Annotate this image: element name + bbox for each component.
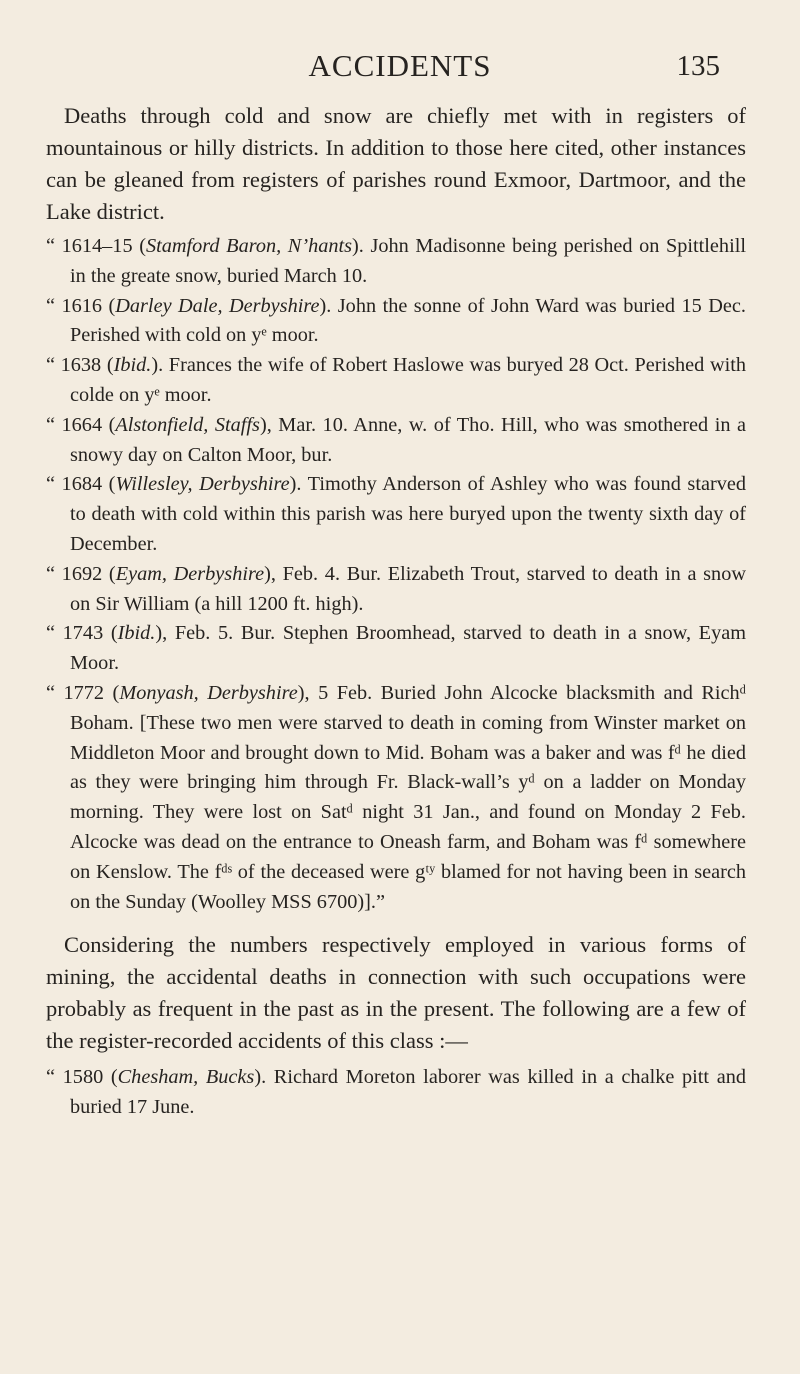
page-header (0, 48, 800, 88)
intro-paragraph: Deaths through cold and snow are chiefly met with in registers of mountainous or hilly districts. In addition to those here cited, other instances can be gleaned from registers of parishes round Exmoor, Dartmoor, and the Lake district. (46, 103, 746, 224)
entry-text: . Timothy Anderson of Ashley who was found starved to death with cold within this parish was here buryed upon the twenty sixth day of December. (70, 473, 747, 555)
register-entry: “ 1743 (Ibid.), Feb. 5. Bur. Stephen Broomhead, starved to death in a snow, Eyam Moor. (46, 622, 746, 675)
register-entry: “ 1692 (Eyam, Derbyshire), Feb. 4. Bur. Elizabeth Trout, starved to death in a snow on Sir William (a hill 1200 ft. high). (46, 562, 746, 615)
page-number: 135 (676, 50, 720, 82)
entry-text: , Feb. 5. Bur. Stephen Broomhead, starved to death in a snow, Eyam Moor. (70, 622, 746, 675)
entry-text: . John the sonne of John Ward was buried 15 Dec. Perished with cold on yᵉ moor. (70, 294, 746, 347)
entry-year: “ 1638 (46, 354, 102, 377)
entry-year: “ 1664 (46, 413, 103, 436)
entry-text: , Feb. 4. Bur. Elizabeth Trout, starved to death in a snow on Sir William (a hill 1200 ft. high). (70, 562, 746, 615)
entry-text: . John Madisonne being perished on Spittlehill in the greate snow, buried March 10. (70, 235, 746, 287)
entry-place: Ibid. (117, 622, 156, 645)
entry-place: Chesham, Bucks (117, 1066, 255, 1089)
entry-place: Eyam, Derbyshire (115, 562, 265, 585)
entry-text: . Richard Moreton laborer was killed in a chalke pitt and buried 17 June. (70, 1066, 746, 1119)
entry-year: “ 1580 (46, 1066, 104, 1089)
register-entry: “ 1684 (Willesley, Derbyshire). Timothy Anderson of Ashley who was found starved to death with cold within this parish was here buryed upon the twenty sixth day of December. (46, 473, 747, 555)
running-title: ACCIDENTS (308, 48, 492, 83)
entry-place: Willesley, Derbyshire (115, 473, 290, 496)
entry-place: Stamford Baron, N’hants (145, 235, 353, 257)
register-entry: “ 1772 (Monyash, Derbyshire), 5 Feb. Buried John Alcocke blacksmith and Richᵈ Boham. [These two men were starved to death in coming from Winster market on Middleton Moor and brought down to Mid. Boham was a baker and was fᵈ he died as they were bringing him through Fr. Black-wall’s yᵈ on a ladder on Monday morning. They were lost on Satᵈ night 31 Jan., and found on Monday 2 Feb. Alcocke was dead on the entrance to Oneash farm, and Boham was fᵈ somewhere on Kenslow. The fᵈˢ of the deceased were gᵗʸ blamed for not having been in search on the Sunday (Woolley MSS 6700)].” (46, 681, 746, 913)
entry-year: “ 1616 (46, 294, 103, 317)
register-entry: “ 1614–15 (Stamford Baron, N’hants). John Madisonne being perished on Spittlehill in the greate snow, buried March 10. (46, 235, 746, 287)
register-entry: “ 1664 (Alstonfield, Staffs), Mar. 10. Anne, w. of Tho. Hill, who was smothered in a snowy day on Calton Moor, bur. (46, 413, 747, 466)
entry-text: , 5 Feb. Buried John Alcocke blacksmith and Richᵈ Boham. [These two men were starved to death in coming from Winster market on Middleton Moor and brought down to Mid. Boham was a baker and was fᵈ he died as they were bringing him through Fr. Black-wall’s yᵈ on a ladder on Monday morning. They were lost on Satᵈ night 31 Jan., and found on Monday 2 Feb. Alcocke was dead on the entrance to Oneash farm, and Boham was fᵈ somewhere on Kenslow. The fᵈˢ of the deceased were gᵗʸ blamed for not having been in search on the Sunday (Woolley MSS 6700)].” (70, 681, 746, 913)
entry-year: “ 1772 (46, 681, 105, 704)
body-text (46, 96, 746, 1123)
entry-year: “ 1743 (46, 622, 104, 645)
entry-year: “ 1684 (46, 473, 103, 496)
entry-year: “ 1692 (46, 562, 103, 585)
entry-year: “ 1614–15 (46, 235, 133, 257)
entry-place: Darley Dale, Derbyshire (115, 294, 320, 317)
entry-place: Alstonfield, Staffs (115, 413, 260, 436)
entry-place: Monyash, Derbyshire (119, 681, 298, 704)
register-entry: “ 1638 (Ibid.). Frances the wife of Robert Haslowe was buryed 28 Oct. Perished with colde on yᵉ moor. (46, 354, 747, 406)
entry-place: Ibid. (113, 354, 152, 377)
entry-text: . Frances the wife of Robert Haslowe was buryed 28 Oct. Perished with colde on yᵉ moor. (70, 354, 747, 406)
mining-paragraph: Considering the numbers respectively employed in various forms of mining, the accidental deaths in connection with such occupations were probably as frequent in the past as in the present. The following are a few of the register-recorded accidents of this class :— (46, 932, 746, 1054)
register-entry: “ 1616 (Darley Dale, Derbyshire). John the sonne of John Ward was buried 15 Dec. Perished with cold on yᵉ moor. (46, 294, 746, 347)
register-entry: “ 1580 (Chesham, Bucks). Richard Moreton laborer was killed in a chalke pitt and buried 17 June. (46, 1066, 746, 1119)
entry-text: , Mar. 10. Anne, w. of Tho. Hill, who was smothered in a snowy day on Calton Moor, bur. (70, 413, 747, 466)
register-entries (46, 232, 746, 917)
mining-entries (46, 1063, 746, 1123)
